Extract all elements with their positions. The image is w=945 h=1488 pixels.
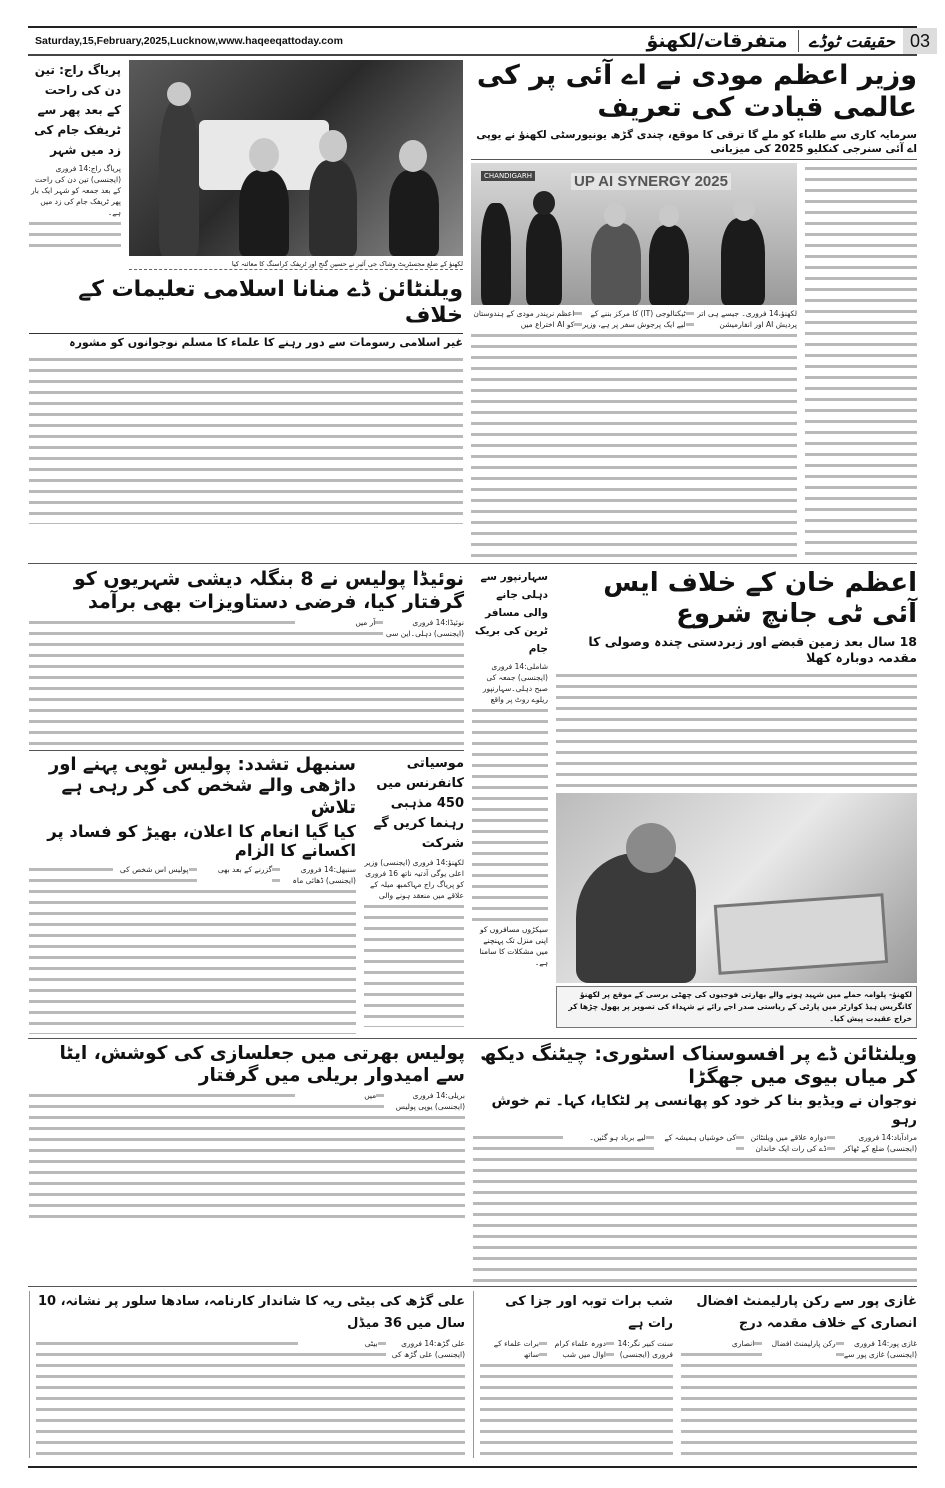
lead: نوئیڈا:14 فروری (ایجنسی) دہلی۔این سی آر میں xyxy=(295,617,464,639)
lead: پریاگ راج:14 فروری (ایجنسی) تین دن کی راحت کے بعد جمعہ کو شہر ایک بار پھر ٹریفک جام کی زد میں ہے۔ xyxy=(30,164,121,217)
page-header xyxy=(28,26,931,56)
subhead-azam-khan: 18 سال بعد زمین قبضے اور زبردستی چندہ وصولی کا مقدمہ دوبارہ کھلا xyxy=(588,633,917,666)
lead: بریلی:14 فروری (ایجنسی) یوپی پولیس میں xyxy=(295,1090,465,1112)
sambhal-body xyxy=(29,864,356,1034)
photo-caption-left: لکھنؤ کے ضلع مجسٹریٹ وشاک جی آئیر نے حسین گنج اور ٹریفک کراسنگ کا معائنہ کیا xyxy=(129,259,463,270)
masthead xyxy=(646,30,895,52)
row-bottom xyxy=(28,1287,917,1462)
page-number: 03 xyxy=(903,28,937,54)
headline-sambhal: سنبھل تشدد: پولیس ٹوپی پہنے اور داڑھی والے شخص کی کر رہی ہے تلاش xyxy=(48,753,356,818)
story-music-conference xyxy=(364,754,464,1034)
lead: لکھنؤ:14 فروری (ایجنسی) وزیر اعلی یوگی آدتیہ ناتھ 16 فروری کو پریاگ راج مہاکمبھ میلہ کے علاقے میں منعقد ہونے والی xyxy=(364,857,464,900)
lead: مرادآباد:14 فروری (ایجنسی) ضلع کے ٹھاکر دوارہ علاقے میں ویلنٹائن ڈے کی رات ایک خاندان کی خوشیاں ہمیشہ کے لیے برباد ہو گئیں۔ xyxy=(563,1132,917,1154)
police-recruitment-body xyxy=(29,1090,465,1220)
section-title: متفرقات/لکھنؤ xyxy=(646,30,788,52)
divider xyxy=(798,30,799,52)
divider xyxy=(471,159,917,160)
story-shab-e-barat xyxy=(473,1291,673,1458)
noida-body xyxy=(29,617,464,747)
body xyxy=(29,163,121,253)
row-middle xyxy=(28,564,917,1039)
date-line: Saturday,15,February,2025,Lucknow,www.haqeeqattoday.com xyxy=(35,35,343,47)
body xyxy=(472,661,548,921)
modi-body xyxy=(471,308,797,558)
story-azam-khan xyxy=(556,568,917,1028)
subhead-modi: سرمایہ کاری سے طلباء کو ملے گا ترقی کا موقع، چندی گڑھ یونیورسٹی لکھنؤ نے یوپی اے آئی سنرجی کنکلیو 2025 کی میزبانی xyxy=(476,128,917,155)
paper-name: حقیقت ٹوڈے xyxy=(808,31,895,52)
bottom-rule xyxy=(28,1466,917,1468)
body-end: سیکڑوں مسافروں کو اپنی منزل تک پہنچنے میں مشکلات کا سامنا ہے۔ xyxy=(479,925,548,968)
headline: غازی پور سے رکن پارلیمنٹ افضال انصاری کے خلاف مقدمہ درج xyxy=(696,1294,917,1332)
headline-police-recruitment: پولیس بھرتی میں جعلسازی کی کوشش، ایٹا سے امیدوار بریلی میں گرفتار xyxy=(59,1043,465,1087)
headline: پریاگ راج: تین دن کی راحت کے بعد پھر سے ٹریفک جام کی زد میں شہر xyxy=(34,63,121,157)
lead: غازی پور:14 فروری (ایجنسی) غازی پور سے رکن پارلیمنٹ افضال انصاری xyxy=(681,1338,917,1360)
conclave-photo xyxy=(471,163,797,305)
photo-sign: CHANDIGARH xyxy=(481,171,535,181)
headline-valentine-islam: ویلنٹائن ڈے منانا اسلامی تعلیمات کے خلاف xyxy=(78,277,463,329)
subhead-sambhal: کیا گیا انعام کا اعلان، بھیڑ کو فساد پر اکسانے کا الزام xyxy=(47,821,356,861)
traffic-photo xyxy=(129,60,463,256)
story-sambhal xyxy=(29,754,356,1034)
headline: موسیاتی کانفرنس میں 450 مذہبی رہنما کریں گے شرکت xyxy=(373,755,464,851)
story-police-recruitment xyxy=(29,1043,465,1220)
azam-khan-body xyxy=(556,670,917,790)
story-modi xyxy=(471,60,917,559)
story-aligarh xyxy=(29,1291,465,1458)
row-lower xyxy=(28,1039,917,1287)
headline: شب برات توبہ اور جزا کی رات ہے xyxy=(505,1294,673,1332)
headline: علی گڑھ کی بیٹی ریہ کا شاندار کارنامہ، سادھا سلور پر نشانہ، 10 سال میں 36 میڈل xyxy=(37,1294,465,1332)
middle-left-block xyxy=(29,568,464,1034)
subhead-valentine-story: نوجوان نے ویڈیو بنا کر خود کو پھانسی پر لٹکایا، کہا۔ تم خوش رہو xyxy=(491,1092,917,1128)
row-top xyxy=(28,56,917,564)
lead: سنت کبیر نگر:14 فروری (ایجنسی) دورہ علماء کرام اوال میں شب برات علماء کے ساتھ xyxy=(480,1338,673,1361)
lead: علی گڑھ:14 فروری (ایجنسی) علی گڑھ کی بیٹی xyxy=(298,1338,465,1360)
body xyxy=(36,1338,465,1458)
story-saharanpur xyxy=(472,568,548,968)
tribute-photo xyxy=(556,793,917,983)
story-valentine xyxy=(473,1043,917,1282)
headline: سہارنپور سے دہلی جانے والی مسافر ٹرین کی بریک جام xyxy=(474,571,548,656)
banner-text: UP AI SYNERGY 2025 xyxy=(571,173,731,190)
story-prayagraj xyxy=(29,60,121,270)
lead: شاملی:14 فروری (ایجنسی) جمعہ کی صبح دہلی۔سہارنپور ریلوے روٹ پر واقع xyxy=(472,661,548,706)
headline-modi: وزیر اعظم مودی نے اے آئی پر کی عالمی قیادت کی تعریف xyxy=(476,60,917,124)
body xyxy=(480,1338,673,1458)
headline-azam-khan: اعظم خان کے خلاف ایس آئی ٹی جانچ شروع xyxy=(603,568,917,630)
photo-caption-right: لکھنؤ- پلوامہ حملے میں شہید ہونے والے بھارتی فوجیوں کی چھٹی برسی کے موقع پر لکھنؤ کانگریس ہیڈ کوارٹر میں پارٹی کے ریاستی صدر اجے رائے نے شہداء کی تصویر پر پھول چڑھا کر خراج عقیدت پیش کیا۔ xyxy=(556,986,917,1028)
headline-valentine-story: ویلنٹائن ڈے پر افسوسناک اسٹوری: چیٹنگ دیکھ کر میاں بیوی میں جھگڑا xyxy=(480,1043,917,1088)
subhead-valentine-islam: غیر اسلامی رسومات سے دور رہنے کا علماء کا مسلم نوجوانوں کو مشورہ xyxy=(29,333,463,351)
body xyxy=(681,1338,917,1458)
modi-body-continued xyxy=(805,163,917,559)
story-ghazipur xyxy=(681,1291,917,1458)
top-left-block xyxy=(29,60,463,524)
divider xyxy=(29,750,464,751)
body xyxy=(364,857,464,1027)
lead: لکھنؤ،14 فروری۔ جیسے ہی اتر پردیش AI اور انفارمیشن ٹیکنالوجی (IT) کا مرکز بننے کے لیے ایک پرجوش سفر پر ہے، وزیر اعظم نریندر مودی کے ہندوستان کو AI اختراع میں xyxy=(471,308,797,331)
valentine-islam-body xyxy=(29,354,463,524)
headline-noida: نوئیڈا پولیس نے 8 بنگلہ دیشی شہریوں کو گرفتار کیا، فرضی دستاویزات بھی برآمد xyxy=(73,568,464,613)
lead: سنبھل:14 فروری (ایجنسی) ڈھائی ماہ گزرنے کے بعد بھی پولیس اس شخص کی xyxy=(113,864,356,886)
valentine-story-body xyxy=(473,1132,917,1282)
